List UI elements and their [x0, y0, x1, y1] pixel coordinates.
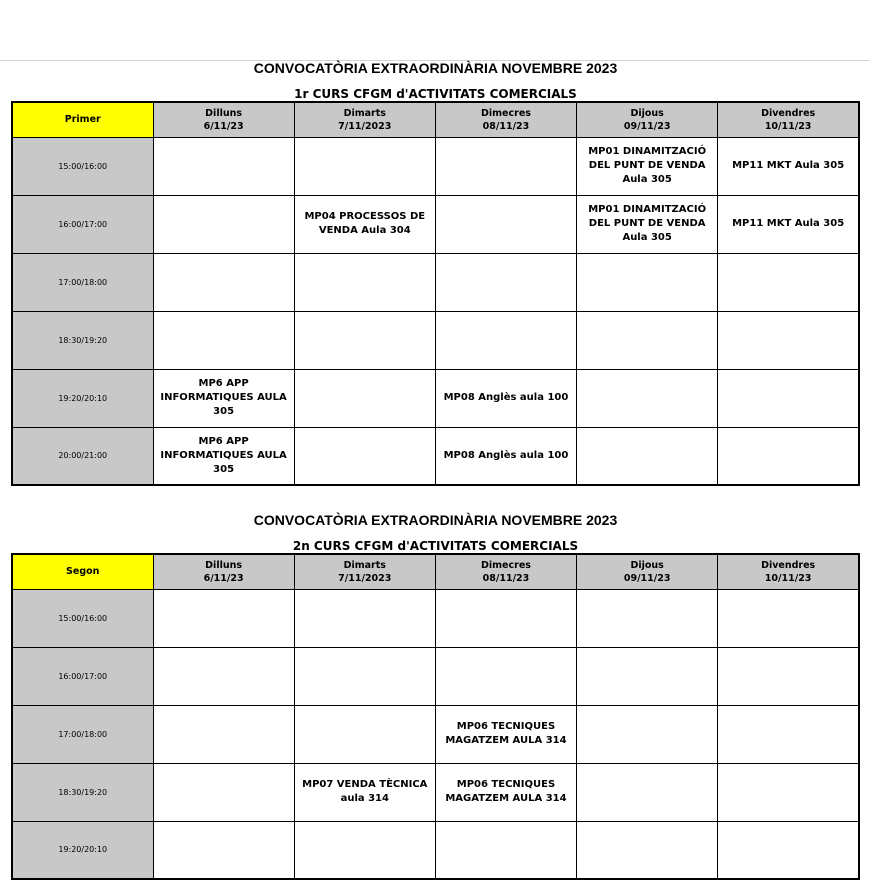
exam-cell: MP6 APP INFORMATIQUES AULA 305	[153, 427, 294, 485]
day-date: 08/11/23	[482, 120, 530, 132]
time-slot-row	[12, 137, 859, 195]
exam-cell	[718, 589, 859, 647]
exam-cell	[153, 821, 294, 879]
exam-cell	[718, 311, 859, 369]
time-slot-row	[12, 195, 859, 253]
exam-cell: MP04 PROCESSOS DE VENDA Aula 304	[294, 195, 435, 253]
schedule-title: CONVOCATÒRIA EXTRAORDINÀRIA NOVEMBRE 2023	[253, 512, 618, 528]
exam-cell: MP01 DINAMITZACIÓ DEL PUNT DE VENDA Aula 305	[577, 137, 718, 195]
exam-cell	[435, 647, 576, 705]
exam-cell: MP07 VENDA TÈCNICA aula 314	[294, 763, 435, 821]
exam-cell	[153, 705, 294, 763]
day-name: Divendres	[761, 559, 816, 571]
exam-cell	[718, 763, 859, 821]
exam-cell	[435, 821, 576, 879]
day-date: 7/11/2023	[338, 572, 392, 584]
day-date: 09/11/23	[623, 572, 671, 584]
day-name: Dimarts	[343, 559, 386, 571]
time-slot-row	[12, 647, 859, 705]
header-row	[12, 102, 859, 137]
time-slot-row	[12, 705, 859, 763]
exam-cell	[153, 647, 294, 705]
exam-cell	[435, 253, 576, 311]
exam-cell: MP01 DINAMITZACIÓ DEL PUNT DE VENDA Aula 305	[577, 195, 718, 253]
exam-cell	[577, 427, 718, 485]
day-header	[153, 554, 294, 589]
exam-cell	[577, 763, 718, 821]
time-slot-label: 17:00/18:00	[12, 253, 153, 311]
exam-cell: MP08 Anglès aula 100	[435, 427, 576, 485]
day-name: Dilluns	[205, 107, 243, 119]
time-slot-label: 18:30/19:20	[12, 763, 153, 821]
exam-cell	[435, 311, 576, 369]
exam-cell	[718, 253, 859, 311]
exam-cell	[577, 705, 718, 763]
time-slot-row	[12, 311, 859, 369]
exam-cell	[718, 647, 859, 705]
day-header	[294, 554, 435, 589]
time-slot-label: 19:20/20:10	[12, 369, 153, 427]
exam-cell	[294, 137, 435, 195]
exam-cell	[153, 763, 294, 821]
day-date: 10/11/23	[764, 572, 812, 584]
time-slot-row	[12, 253, 859, 311]
time-slot-label: 15:00/16:00	[12, 137, 153, 195]
exam-cell	[577, 821, 718, 879]
exam-cell	[435, 195, 576, 253]
exam-cell	[577, 589, 718, 647]
day-header	[577, 554, 718, 589]
time-slot-row	[12, 763, 859, 821]
time-slot-row	[12, 589, 859, 647]
exam-cell	[718, 705, 859, 763]
exam-cell	[153, 137, 294, 195]
day-date: 6/11/23	[203, 120, 244, 132]
exam-cell	[577, 647, 718, 705]
exam-cell	[153, 195, 294, 253]
time-slot-row	[12, 369, 859, 427]
course-level-label: Segon	[12, 554, 153, 589]
exam-cell	[577, 253, 718, 311]
exam-cell	[153, 253, 294, 311]
schedule-subtitle: 2n CURS CFGM d'ACTIVITATS COMERCIALS	[292, 539, 579, 553]
time-slot-label: 20:00/21:00	[12, 427, 153, 485]
course-level-label: Primer	[12, 102, 153, 137]
exam-cell: MP11 MKT Aula 305	[718, 195, 859, 253]
day-name: Dimecres	[481, 107, 531, 119]
exam-cell	[718, 369, 859, 427]
exam-cell	[153, 589, 294, 647]
exam-cell	[577, 311, 718, 369]
time-slot-row	[12, 427, 859, 485]
day-name: Divendres	[761, 107, 816, 119]
exam-cell: MP11 MKT Aula 305	[718, 137, 859, 195]
day-name: Dilluns	[205, 559, 243, 571]
day-header	[718, 102, 859, 137]
day-header	[577, 102, 718, 137]
time-slot-label: 16:00/17:00	[12, 647, 153, 705]
exam-cell	[294, 427, 435, 485]
exam-cell: MP06 TECNIQUES MAGATZEM AULA 314	[435, 705, 576, 763]
exam-cell	[153, 311, 294, 369]
exam-cell	[294, 705, 435, 763]
exam-cell	[294, 647, 435, 705]
schedule-title: CONVOCATÒRIA EXTRAORDINÀRIA NOVEMBRE 2023	[253, 60, 618, 76]
day-name: Dimecres	[481, 559, 531, 571]
day-header	[153, 102, 294, 137]
exam-cell	[718, 427, 859, 485]
day-name: Dijous	[630, 107, 664, 119]
day-header	[294, 102, 435, 137]
time-slot-label: 16:00/17:00	[12, 195, 153, 253]
day-header	[718, 554, 859, 589]
exam-cell	[435, 589, 576, 647]
exam-cell	[294, 589, 435, 647]
exam-cell	[294, 311, 435, 369]
exam-cell: MP08 Anglès aula 100	[435, 369, 576, 427]
exam-cell	[435, 137, 576, 195]
time-slot-row	[12, 821, 859, 879]
time-slot-label: 18:30/19:20	[12, 311, 153, 369]
timetable	[11, 101, 860, 486]
time-slot-label: 19:20/20:10	[12, 821, 153, 879]
header-row	[12, 554, 859, 589]
exam-cell: MP6 APP INFORMATIQUES AULA 305	[153, 369, 294, 427]
time-slot-label: 17:00/18:00	[12, 705, 153, 763]
day-date: 09/11/23	[623, 120, 671, 132]
day-name: Dijous	[630, 559, 664, 571]
exam-cell	[577, 369, 718, 427]
schedule-subtitle: 1r CURS CFGM d'ACTIVITATS COMERCIALS	[294, 87, 577, 101]
day-date: 6/11/23	[203, 572, 244, 584]
exam-cell	[718, 821, 859, 879]
exam-cell	[294, 821, 435, 879]
day-header	[435, 102, 576, 137]
exam-cell	[294, 369, 435, 427]
day-date: 7/11/2023	[338, 120, 392, 132]
day-date: 10/11/23	[764, 120, 812, 132]
timetable	[11, 553, 860, 880]
time-slot-label: 15:00/16:00	[12, 589, 153, 647]
day-header	[435, 554, 576, 589]
day-name: Dimarts	[343, 107, 386, 119]
exam-cell	[294, 253, 435, 311]
exam-cell: MP06 TECNIQUES MAGATZEM AULA 314	[435, 763, 576, 821]
day-date: 08/11/23	[482, 572, 530, 584]
